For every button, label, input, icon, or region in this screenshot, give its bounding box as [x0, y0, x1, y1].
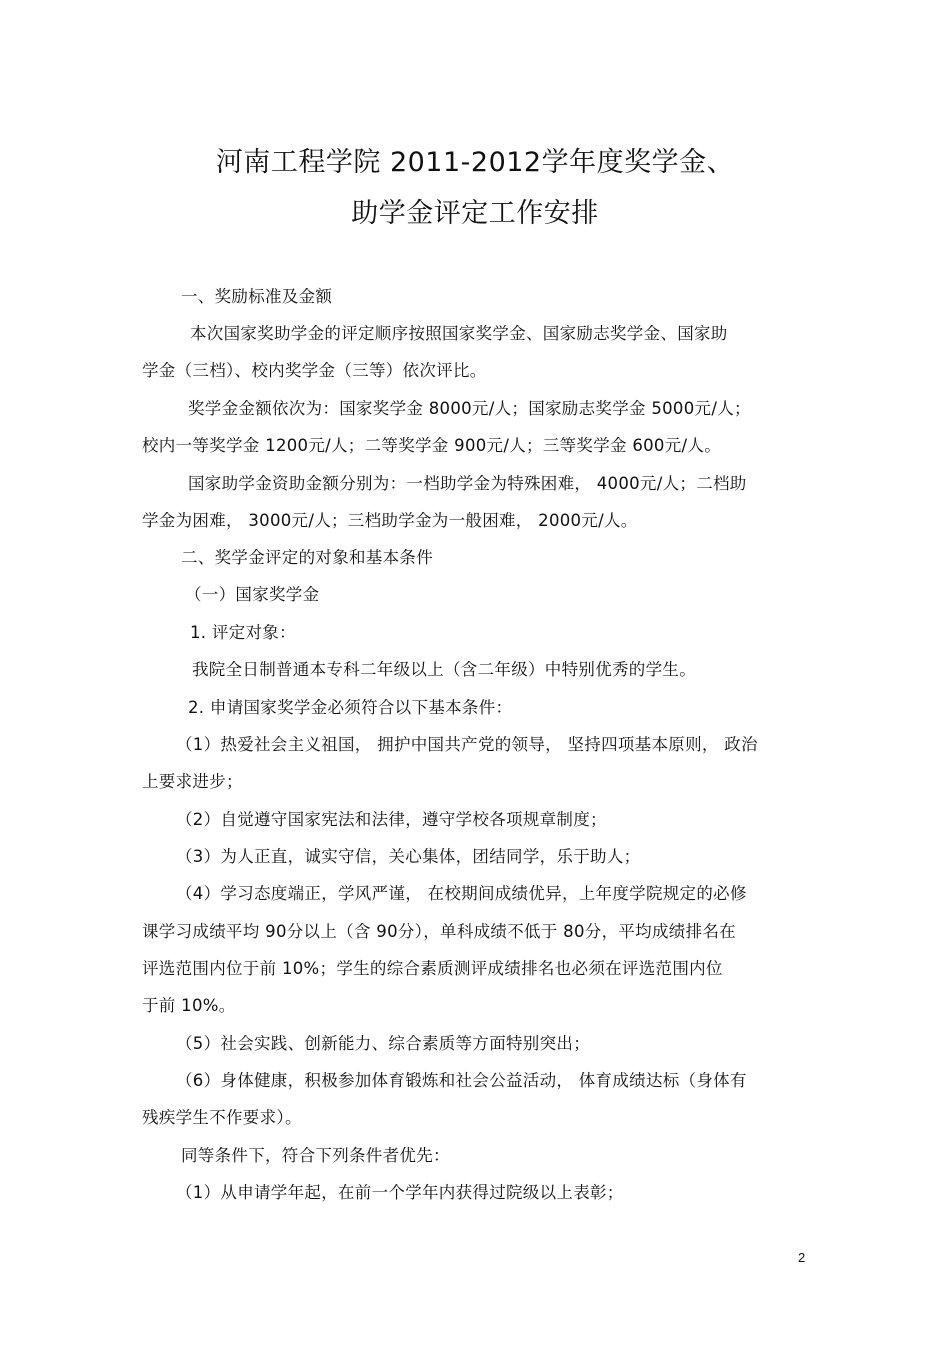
subsection-heading: （一）国家奖学金 — [185, 585, 320, 604]
paragraph-line: 国家助学金资助金额分别为：一档助学金为特殊困难， 4000元/人；二档助 — [188, 474, 747, 493]
paragraph-line: 同等条件下，符合下列条件者优先： — [181, 1146, 450, 1165]
item-heading: 1. 评定对象： — [190, 623, 296, 642]
list-item: （4）学习态度端正，学风严谨， 在校期间成绩优异，上年度学院规定的必修 — [176, 884, 747, 903]
list-item: （3）为人正直，诚实守信，关心集体，团结同学，乐于助人； — [176, 847, 641, 866]
list-item: （6）身体健康，积极参加体育锻炼和社会公益活动， 体育成绩达标（身体有 — [176, 1071, 747, 1090]
document-title-line-2: 助学金评定工作安排 — [351, 198, 599, 229]
section-heading-2: 二、奖学金评定的对象和基本条件 — [181, 548, 433, 567]
list-item: （1）从申请学年起，在前一个学年内获得过院级以上表彰； — [176, 1183, 624, 1202]
paragraph-line: 课学习成绩平均 90分以上（含 90分），单科成绩不低于 80分，平均成绩排名在 — [142, 922, 736, 941]
list-item: （1）热爱社会主义祖国， 拥护中国共产党的领导， 坚持四项基本原则， 政治 — [176, 735, 758, 754]
paragraph-line: 我院全日制普通本专科二年级以上（含二年级）中特别优秀的学生。 — [192, 660, 696, 679]
paragraph-line: 残疾学生不作要求）。 — [142, 1108, 302, 1127]
paragraph-line: 本次国家奖助学金的评定顺序按照国家奖学金、国家励志奖学金、国家助 — [190, 324, 728, 343]
paragraph-line: 评选范围内位于前 10%；学生的综合素质测评成绩排名也必须在评选范围内位 — [142, 959, 723, 978]
document-title-line-1: 河南工程学院 2011-2012学年度奖学金、 — [215, 147, 735, 178]
list-item: （5）社会实践、创新能力、综合素质等方面特别突出； — [176, 1034, 590, 1053]
paragraph-line: 学金为困难， 3000元/人；三档助学金为一般困难， 2000元/人。 — [142, 511, 638, 530]
paragraph-line: 上要求进步； — [142, 772, 243, 791]
list-item: （2）自觉遵守国家宪法和法律，遵守学校各项规章制度； — [176, 810, 607, 829]
paragraph-line: 于前 10%。 — [142, 996, 236, 1015]
item-heading: 2. 申请国家奖学金必须符合以下基本条件： — [188, 698, 513, 717]
paragraph-line: 校内一等奖学金 1200元/人；二等奖学金 900元/人；三等奖学金 600元/人。 — [142, 436, 721, 455]
section-heading-1: 一、奖励标准及金额 — [181, 287, 333, 306]
paragraph-line: 奖学金金额依次为：国家奖学金 8000元/人；国家励志奖学金 5000元/人； — [188, 399, 751, 418]
paragraph-line: 学金（三档）、校内奖学金（三等）依次评比。 — [142, 361, 487, 380]
page-number: 2 — [798, 1250, 806, 1265]
